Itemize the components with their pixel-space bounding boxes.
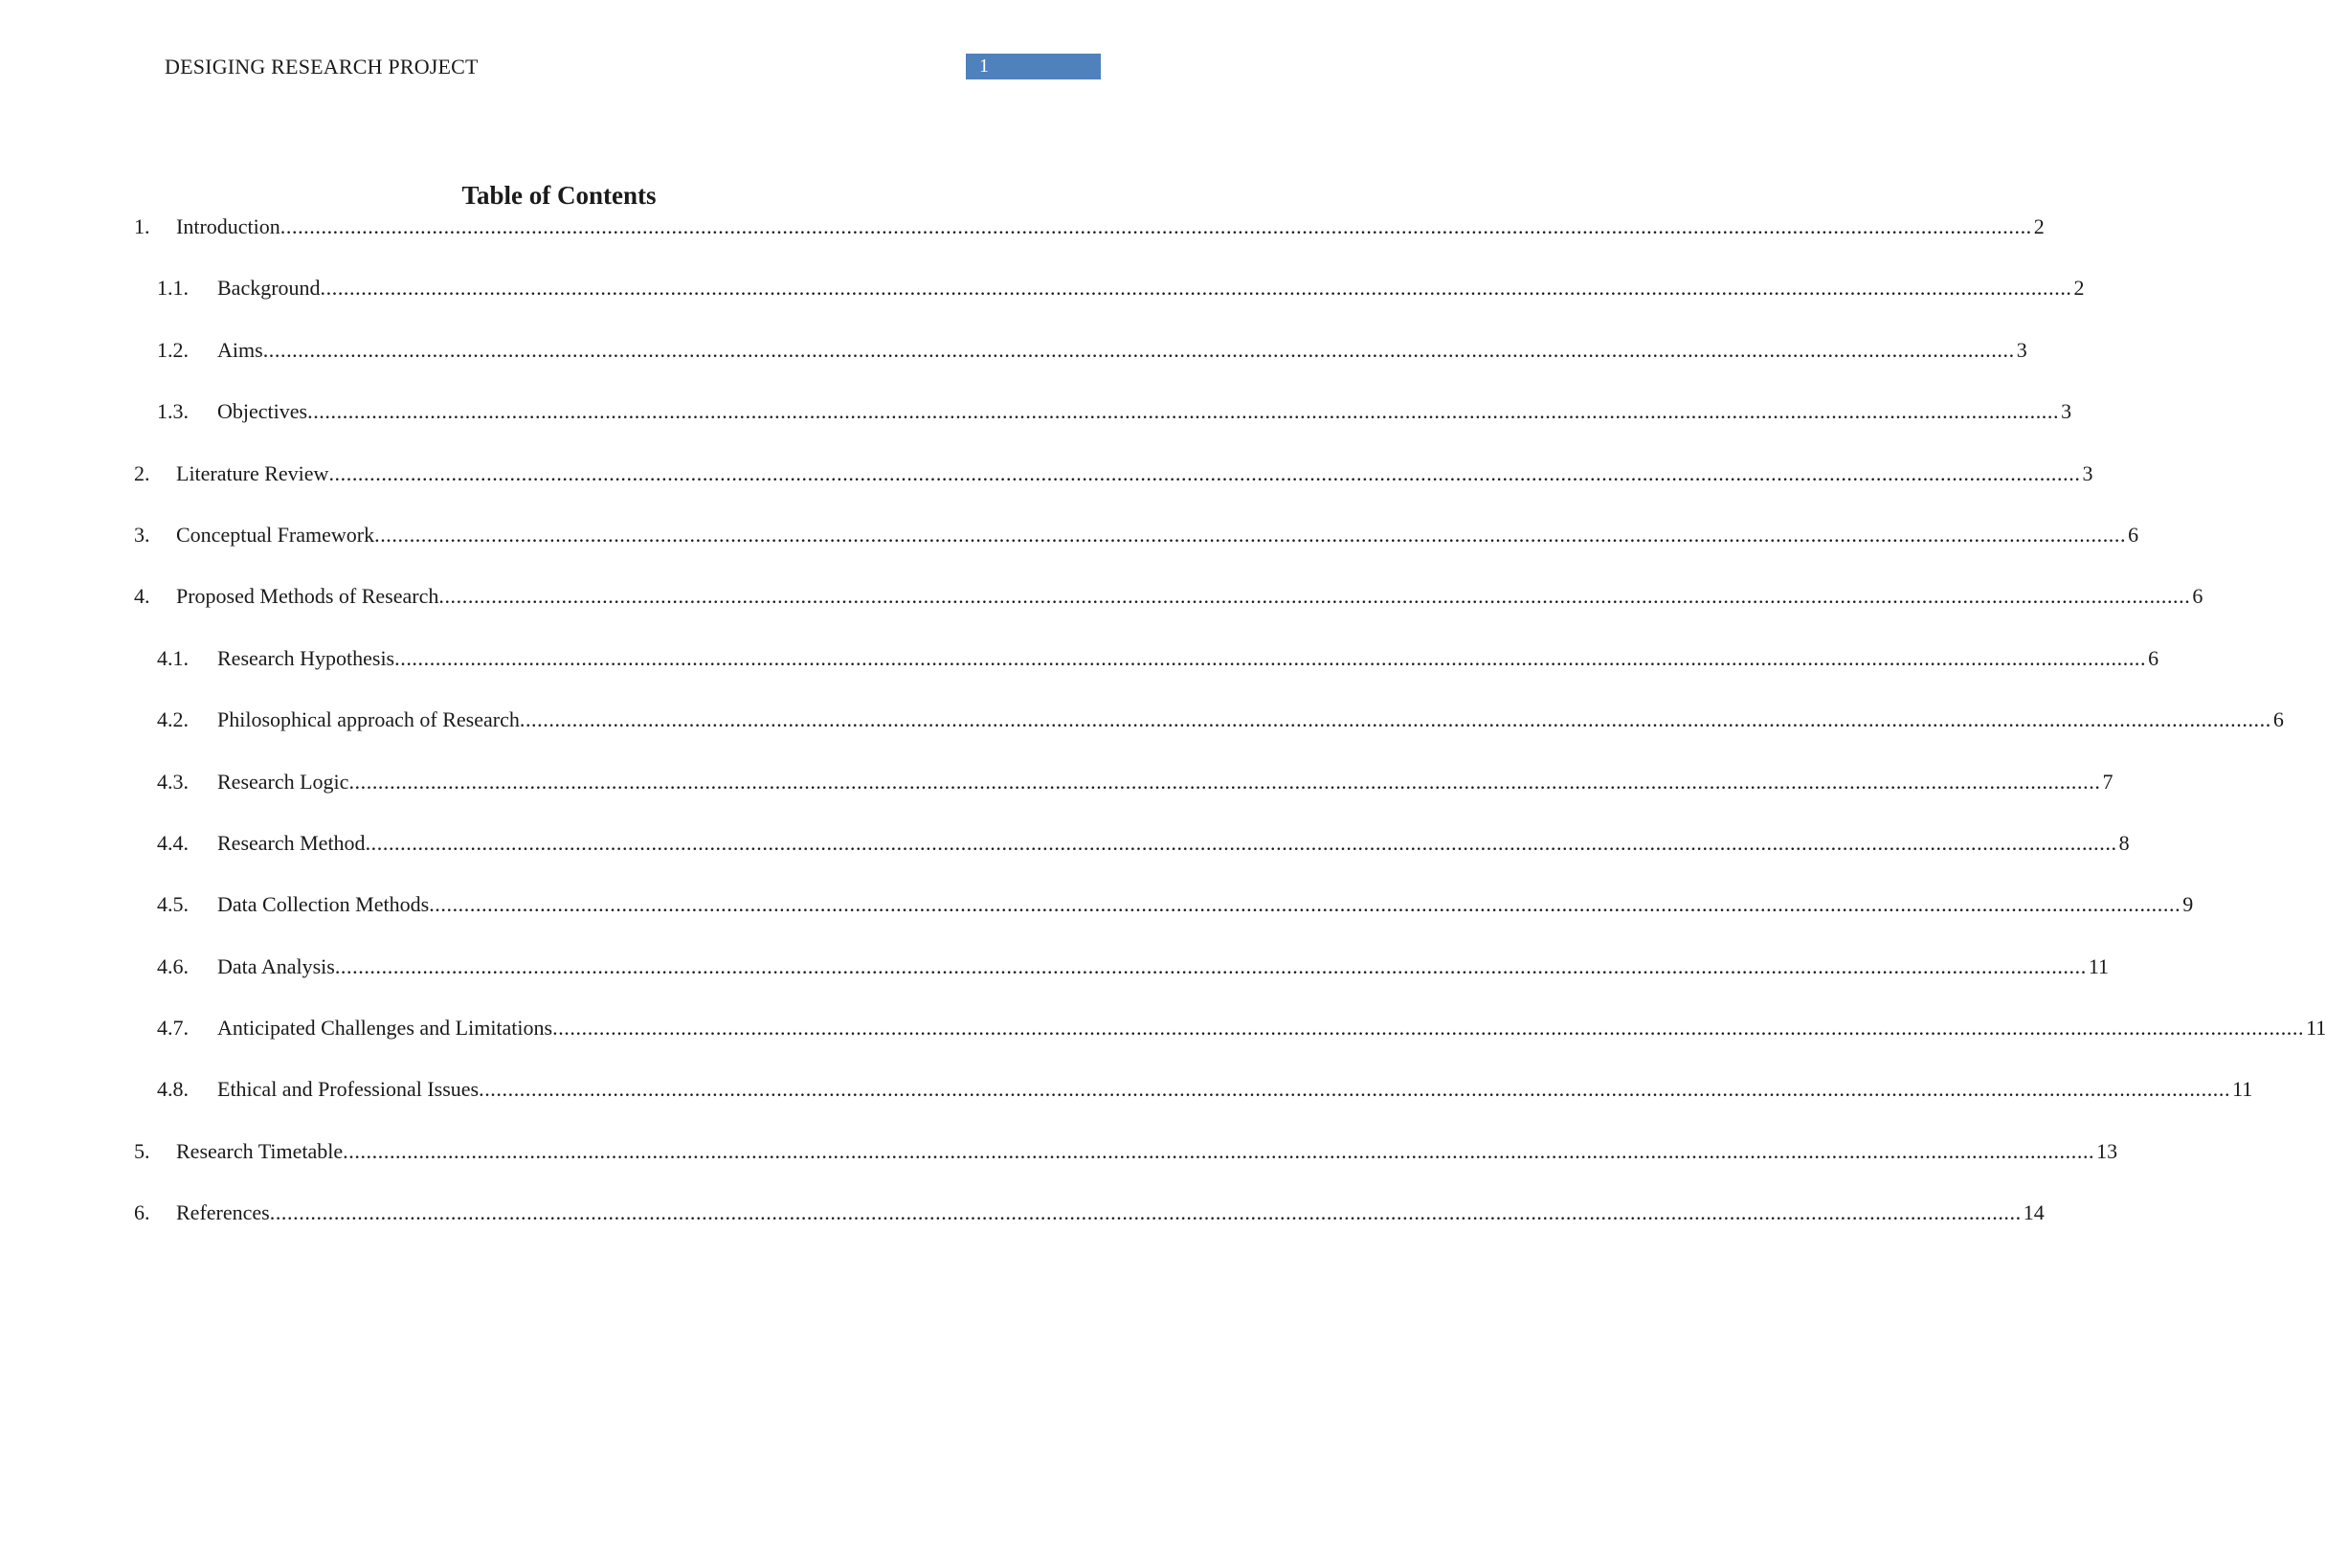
toc-entry-label[interactable]: Data Analysis (217, 953, 335, 978)
toc-dot-leader: ............................................................................................................................................................................................................................................................................................................ (394, 645, 2147, 670)
toc-entry[interactable] (134, 706, 2284, 767)
toc-entry-number: 5. (134, 1138, 150, 1163)
toc-dot-leader: ............................................................................................................................................................................................................................................................................................................ (262, 337, 2015, 362)
toc-dot-leader: ............................................................................................................................................................................................................................................................................................................ (519, 707, 2271, 732)
running-head: DESIGING RESEARCH PROJECT (165, 55, 479, 78)
toc-entry-number: 4. (134, 584, 150, 609)
toc-entry-page[interactable]: 7 (2102, 769, 2114, 794)
toc-entry-label[interactable]: Research Timetable (176, 1138, 344, 1163)
toc-entry[interactable] (134, 213, 2045, 274)
toc-dot-leader: ............................................................................................................................................................................................................................................................................................................ (365, 830, 2117, 855)
toc-entry-page[interactable]: 9 (2182, 892, 2194, 917)
toc-entry-page[interactable]: 6 (2272, 707, 2284, 732)
toc-entry-number: 4.6. (157, 953, 189, 978)
toc-entry[interactable] (134, 890, 2194, 952)
toc-dot-leader: ............................................................................................................................................................................................................................................................................................................ (280, 214, 2032, 238)
toc-entry-number: 4.3. (157, 769, 189, 794)
toc-entry-page[interactable]: 3 (2061, 399, 2072, 424)
toc-dot-leader: ............................................................................................................................................................................................................................................................................................................ (343, 1138, 2095, 1163)
toc-entry-page[interactable]: 3 (2016, 337, 2027, 362)
toc-entry-number: 1.2. (157, 337, 189, 362)
toc-dot-leader: ............................................................................................................................................................................................................................................................................................................ (320, 276, 2072, 301)
toc-entry-page[interactable]: 6 (2128, 522, 2139, 547)
toc-entry[interactable] (134, 1014, 2326, 1075)
toc-entry-page[interactable]: 3 (2082, 460, 2093, 485)
toc-entry[interactable] (134, 1075, 2253, 1136)
toc-entry[interactable] (134, 1198, 2045, 1260)
toc-entry-number: 4.1. (157, 645, 189, 670)
toc-entry-label[interactable]: Proposed Methods of Research (176, 584, 439, 609)
toc-entry-page[interactable]: 13 (2096, 1138, 2118, 1163)
toc-entry-page[interactable]: 11 (2232, 1077, 2253, 1102)
toc-entry[interactable] (134, 768, 2114, 829)
toc-entry-number: 1.3. (157, 399, 189, 424)
toc-dot-leader: ............................................................................................................................................................................................................................................................................................................ (307, 399, 2060, 424)
toc-dot-leader: ............................................................................................................................................................................................................................................................................................................ (348, 769, 2101, 794)
toc-entry[interactable] (134, 1137, 2118, 1198)
toc-entry-number: 2. (134, 460, 150, 485)
page-number: 1 (966, 54, 1101, 79)
toc-entry-page[interactable]: 11 (2306, 1016, 2326, 1041)
toc-entry-number: 4.8. (157, 1077, 189, 1102)
toc-entry-label[interactable]: Introduction (176, 214, 280, 238)
toc-entry-label[interactable]: Data Collection Methods (217, 892, 430, 917)
toc-entry-label[interactable]: Background (217, 276, 321, 301)
toc-entry-label[interactable]: Aims (217, 337, 263, 362)
toc-dot-leader: ............................................................................................................................................................................................................................................................................................................ (479, 1077, 2231, 1102)
toc-title: Table of Contents (461, 181, 657, 210)
toc-dot-leader: ............................................................................................................................................................................................................................................................................................................ (328, 460, 2081, 485)
toc-entry-label[interactable]: Research Hypothesis (217, 645, 395, 670)
toc-entry[interactable] (134, 582, 2203, 643)
toc-entry-number: 1. (134, 214, 150, 238)
toc-dot-leader: ............................................................................................................................................................................................................................................................................................................ (334, 953, 2087, 978)
toc-entry-page[interactable]: 2 (2033, 214, 2045, 238)
toc-entry-label[interactable]: Philosophical approach of Research (217, 707, 520, 732)
toc-entry[interactable] (134, 829, 2130, 890)
toc-entry[interactable] (134, 952, 2110, 1014)
toc-entry-page[interactable]: 6 (2192, 584, 2203, 609)
toc-entry-number: 4.5. (157, 892, 189, 917)
toc-entry[interactable] (134, 521, 2139, 582)
table-of-contents (134, 213, 2326, 1261)
toc-entry[interactable] (134, 644, 2159, 706)
toc-entry-page[interactable]: 14 (2023, 1200, 2045, 1225)
toc-dot-leader: ............................................................................................................................................................................................................................................................................................................ (438, 584, 2191, 609)
toc-entry-number: 4.4. (157, 830, 189, 855)
toc-entry-label[interactable]: Research Logic (217, 769, 349, 794)
toc-entry-label[interactable]: Conceptual Framework (176, 522, 375, 547)
toc-entry-number: 4.2. (157, 707, 189, 732)
toc-entry-page[interactable]: 2 (2073, 276, 2085, 301)
toc-dot-leader: ............................................................................................................................................................................................................................................................................................................ (429, 892, 2181, 917)
toc-entry[interactable] (134, 274, 2085, 335)
toc-dot-leader: ............................................................................................................................................................................................................................................................................................................ (374, 522, 2127, 547)
toc-entry-number: 3. (134, 522, 150, 547)
toc-entry-page[interactable]: 8 (2118, 830, 2130, 855)
toc-entry-label[interactable]: References (176, 1200, 270, 1225)
toc-entry-label[interactable]: Ethical and Professional Issues (217, 1077, 480, 1102)
toc-entry[interactable] (134, 336, 2027, 397)
toc-entry-label[interactable]: Literature Review (176, 460, 329, 485)
toc-entry-number: 4.7. (157, 1016, 189, 1041)
toc-entry-label[interactable]: Objectives (217, 399, 308, 424)
toc-entry-page[interactable]: 11 (2088, 953, 2110, 978)
toc-dot-leader: ............................................................................................................................................................................................................................................................................................................ (552, 1016, 2305, 1041)
toc-entry[interactable] (134, 397, 2072, 459)
toc-entry-label[interactable]: Research Method (217, 830, 366, 855)
toc-entry[interactable] (134, 459, 2093, 521)
toc-entry-page[interactable]: 6 (2148, 645, 2159, 670)
toc-entry-label[interactable]: Anticipated Challenges and Limitations (217, 1016, 553, 1041)
toc-entry-number: 1.1. (157, 276, 189, 301)
toc-entry-number: 6. (134, 1200, 150, 1225)
toc-dot-leader: ............................................................................................................................................................................................................................................................................................................ (269, 1200, 2022, 1225)
